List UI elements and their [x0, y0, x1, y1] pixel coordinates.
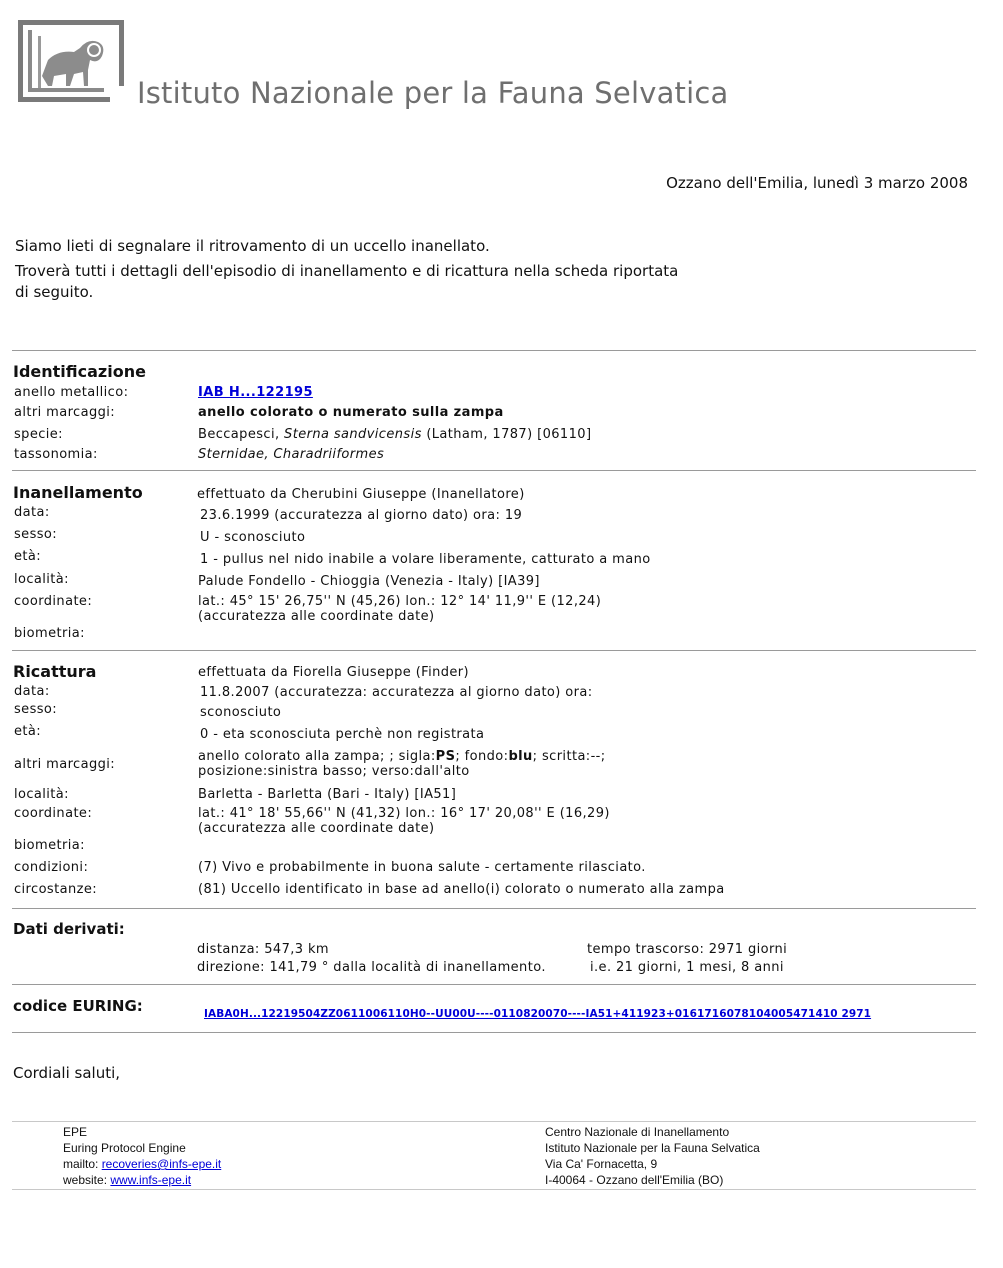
divider: [12, 908, 976, 909]
closing: Cordiali saluti,: [13, 1064, 121, 1082]
species-authority: (Latham, 1787) [06110]: [426, 427, 592, 442]
ram-logo-icon: [18, 20, 126, 106]
intro-line-2: Troverà tutti i dettagli dell'episodio di inanellamento e di ricattura nella scheda riportata: [15, 262, 679, 280]
value-circostanze: (81) Uccello identificato in base ad anello(i) colorato o numerato alla zampa: [198, 882, 725, 897]
value-tempo: tempo trascorso: 2971 giorni: [587, 942, 788, 957]
footer-epe: EPE: [63, 1125, 88, 1139]
divider: [12, 650, 976, 651]
ring-link[interactable]: [198, 385, 313, 400]
footer-website: [63, 1172, 221, 1188]
label-coordinate: coordinate:: [14, 594, 93, 609]
footer-left: [63, 1124, 221, 1188]
mailto-link[interactable]: recoveries@infs-epe.it: [101, 1157, 222, 1171]
value-sesso: U - sconosciuto: [200, 530, 306, 545]
marking-text: ; scritta:--;: [532, 749, 606, 764]
footer-right: [545, 1124, 760, 1188]
value-coordinate-note: (accuratezza alle coordinate date): [198, 821, 435, 836]
label-data: data:: [14, 505, 50, 520]
footer-institute: Istituto Nazionale per la Fauna Selvatica: [545, 1141, 760, 1155]
label-eta: età:: [14, 724, 42, 739]
value-condizioni: (7) Vivo e probabilmente in buona salute - certamente rilasciato.: [198, 860, 646, 875]
value-coordinate: lat.: 41° 18' 55,66'' N (41,32) lon.: 16° 17' 20,08'' E (16,29): [198, 806, 610, 821]
label-localita: località:: [14, 787, 69, 802]
marking-text: ; fondo:: [455, 749, 509, 764]
value-coordinate: lat.: 45° 15' 26,75'' N (45,26) lon.: 12° 14' 11,9'' E (12,24): [198, 594, 602, 609]
website-label: website:: [63, 1173, 108, 1187]
footer-engine: Euring Protocol Engine: [63, 1141, 186, 1155]
section-title-inanellamento: Inanellamento: [13, 483, 143, 502]
section-title-ricattura: Ricattura: [13, 662, 97, 681]
value-data: 11.8.2007 (accuratezza: accuratezza al giorno dato) ora:: [200, 685, 593, 700]
value-direzione: direzione: 141,79 ° dalla località di inanellamento.: [197, 960, 546, 975]
euring-code-link[interactable]: IABA0H...12219504ZZ0611006110H0--UU00U----0110820070----IA51+411923+0161716078104005471410 2971: [204, 1008, 872, 1020]
value-effettuato: effettuato da Cherubini Giuseppe (Inanellatore): [197, 487, 525, 502]
dateline: Ozzano dell'Emilia, lunedì 3 marzo 2008: [666, 174, 968, 192]
label-circostanze: circostanze:: [14, 882, 97, 897]
value-specie: [198, 427, 591, 442]
divider: [12, 350, 976, 351]
institute-title: Istituto Nazionale per la Fauna Selvatica: [137, 76, 729, 110]
value-data: 23.6.1999 (accuratezza al giorno dato) ora: 19: [200, 508, 523, 523]
label-anello: anello metallico:: [14, 385, 129, 400]
label-biometria: biometria:: [14, 626, 85, 641]
ring-number[interactable]: IAB H...122195: [198, 385, 313, 400]
marking-color: blu: [508, 749, 533, 764]
label-biometria: biometria:: [14, 838, 85, 853]
value-coordinate-note: (accuratezza alle coordinate date): [198, 609, 435, 624]
value-localita: Barletta - Barletta (Bari - Italy) [IA51]: [198, 787, 457, 802]
footer-mailto: [63, 1156, 221, 1172]
intro-line-1: Siamo lieti di segnalare il ritrovamento di un uccello inanellato.: [15, 237, 490, 255]
section-title-derivati: Dati derivati:: [13, 920, 125, 938]
label-localita: località:: [14, 572, 69, 587]
institute-logo: [18, 20, 126, 106]
label-sesso: sesso:: [14, 527, 58, 542]
label-altri-marcaggi: altri marcaggi:: [14, 405, 116, 420]
label-condizioni: condizioni:: [14, 860, 89, 875]
value-tassonomia: Sternidae, Charadriiformes: [198, 447, 385, 462]
divider: [12, 470, 976, 471]
value-altri-marcaggi: anello colorato o numerato sulla zampa: [198, 405, 504, 420]
value-ie: i.e. 21 giorni, 1 mesi, 8 anni: [590, 960, 784, 975]
footer-centre: Centro Nazionale di Inanellamento: [545, 1125, 730, 1139]
species-scientific-name: Sterna sandvicensis: [284, 427, 422, 442]
species-common-name: Beccapesci,: [198, 427, 280, 442]
label-coordinate: coordinate:: [14, 806, 93, 821]
footer-city: I-40064 - Ozzano dell'Emilia (BO): [545, 1173, 724, 1187]
value-altri-marcaggi-line2: posizione:sinistra basso; verso:dall'alto: [198, 764, 470, 779]
intro-line-3: di seguito.: [15, 283, 94, 301]
label-eta: età:: [14, 549, 42, 564]
footer-divider: [12, 1121, 976, 1122]
value-eta: 0 - eta sconosciuta perchè non registrata: [200, 727, 485, 742]
footer-divider: [12, 1189, 976, 1190]
divider: [12, 1032, 976, 1033]
section-title-euring: codice EURING:: [13, 997, 143, 1015]
marking-text: anello colorato alla zampa; ; sigla:: [198, 749, 436, 764]
website-link[interactable]: www.infs-epe.it: [110, 1173, 192, 1187]
mailto-label: mailto:: [63, 1157, 99, 1171]
label-specie: specie:: [14, 427, 63, 442]
value-effettuata: effettuata da Fiorella Giuseppe (Finder): [198, 665, 470, 680]
value-distanza: distanza: 547,3 km: [197, 942, 329, 957]
label-altri-marcaggi: altri marcaggi:: [14, 757, 116, 772]
label-tassonomia: tassonomia:: [14, 447, 98, 462]
value-localita: Palude Fondello - Chioggia (Venezia - Italy) [IA39]: [198, 574, 540, 589]
marking-code: PS: [435, 749, 456, 764]
value-sesso: sconosciuto: [200, 705, 282, 720]
value-eta: 1 - pullus nel nido inabile a volare liberamente, catturato a mano: [200, 552, 651, 567]
label-sesso: sesso:: [14, 702, 58, 717]
value-altri-marcaggi: [198, 749, 606, 764]
label-data: data:: [14, 684, 50, 699]
divider: [12, 984, 976, 985]
footer-address: Via Ca' Fornacetta, 9: [545, 1157, 658, 1171]
section-title-identificazione: Identificazione: [13, 362, 146, 381]
